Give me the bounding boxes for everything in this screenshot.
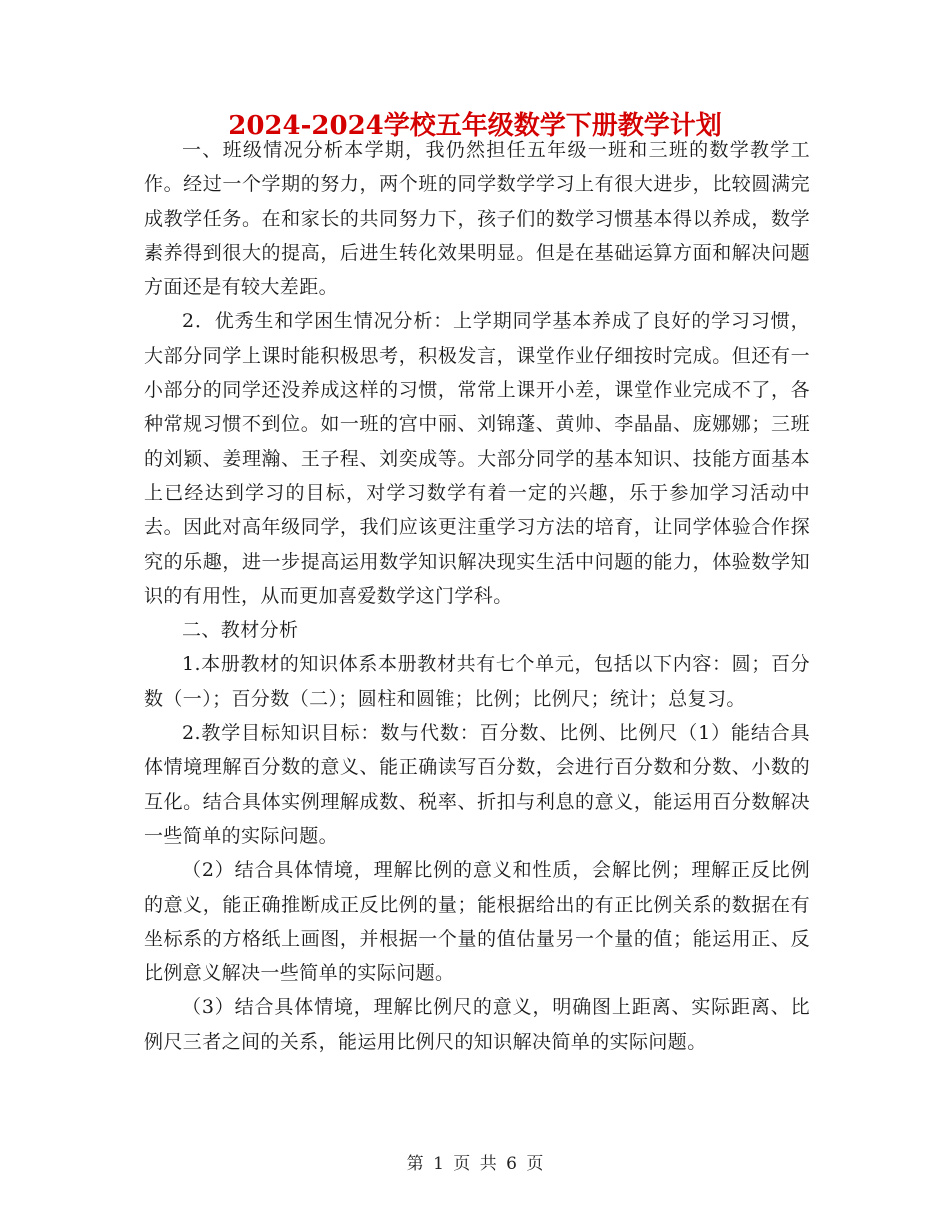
document-body: [144, 133, 810, 1059]
paragraph-students-analysis: 2．优秀生和学困生情况分析：上学期同学基本养成了良好的学习习惯，大部分同学上课时能积极思考，积极发言，课堂作业仔细按时完成。但还有一小部分的同学还没养成这样的习惯，常常上课开小差，课堂作业完成不了，各种常规习惯不到位。如一班的宫中丽、刘锦蓬、黄帅、李晶晶、庞娜娜；三班的刘颖、姜理瀚、王子程、刘奕成等。大部分同学的基本知识、技能方面基本上已经达到学习的目标，对学习数学有着一定的兴趣，乐于参加学习活动中去。因此对高年级同学，我们应该更注重学习方法的培育，让同学体验合作探究的乐趣，进一步提高运用数学知识解决现实生活中问题的能力，体验数学知识的有用性，从而更加喜爱数学这门学科。: [144, 310, 810, 607]
page-number-footer: 第 1 页 共 6 页: [406, 1154, 544, 1174]
paragraph-teaching-goals: 2.教学目标知识目标：数与代数：百分数、比例、比例尺（1）能结合具体情境理解百分数的意义、能正确读写百分数，会进行百分数和分数、小数的互化。结合具体实例理解成数、税率、折扣与利息的意义，能运用百分数解决一些简单的实际问题。: [144, 722, 810, 847]
paragraph-ratio-goals: （2）结合具体情境，理解比例的意义和性质，会解比例；理解正反比例的意义，能正确推断成正反比例的量；能根据给出的有正比例关系的数据在有坐标系的方格纸上画图，并根据一个量的值估量另一个量的值；能运用正、反比例意义解决一些简单的实际问题。: [144, 859, 810, 985]
section-heading-textbook: 二、教材分析: [182, 619, 299, 642]
paragraph-scale-goals: （3）结合具体情境，理解比例尺的意义，明确图上距离、实际距离、比例尺三者之间的关系，能运用比例尺的知识解决简单的实际问题。: [144, 996, 810, 1053]
document-title: 2024-2024学校五年级数学下册教学计划: [228, 111, 722, 141]
paragraph-class-analysis: 一、班级情况分析本学期，我仍然担任五年级一班和三班的数学教学工作。经过一个学期的努力，两个班的同学数学学习上有很大进步，比较圆满完成教学任务。在和家长的共同努力下，孩子们的数学习惯基本得以养成，数学素养得到很大的提高，后进生转化效果明显。但是在基础运算方面和解决问题方面还是有较大差距。: [144, 139, 810, 299]
paragraph-knowledge-system: 1.本册教材的知识体系本册教材共有七个单元，包括以下内容：圆；百分数（一）；百分数（二）；圆柱和圆锥；比例；比例尺；统计；总复习。: [144, 653, 810, 710]
